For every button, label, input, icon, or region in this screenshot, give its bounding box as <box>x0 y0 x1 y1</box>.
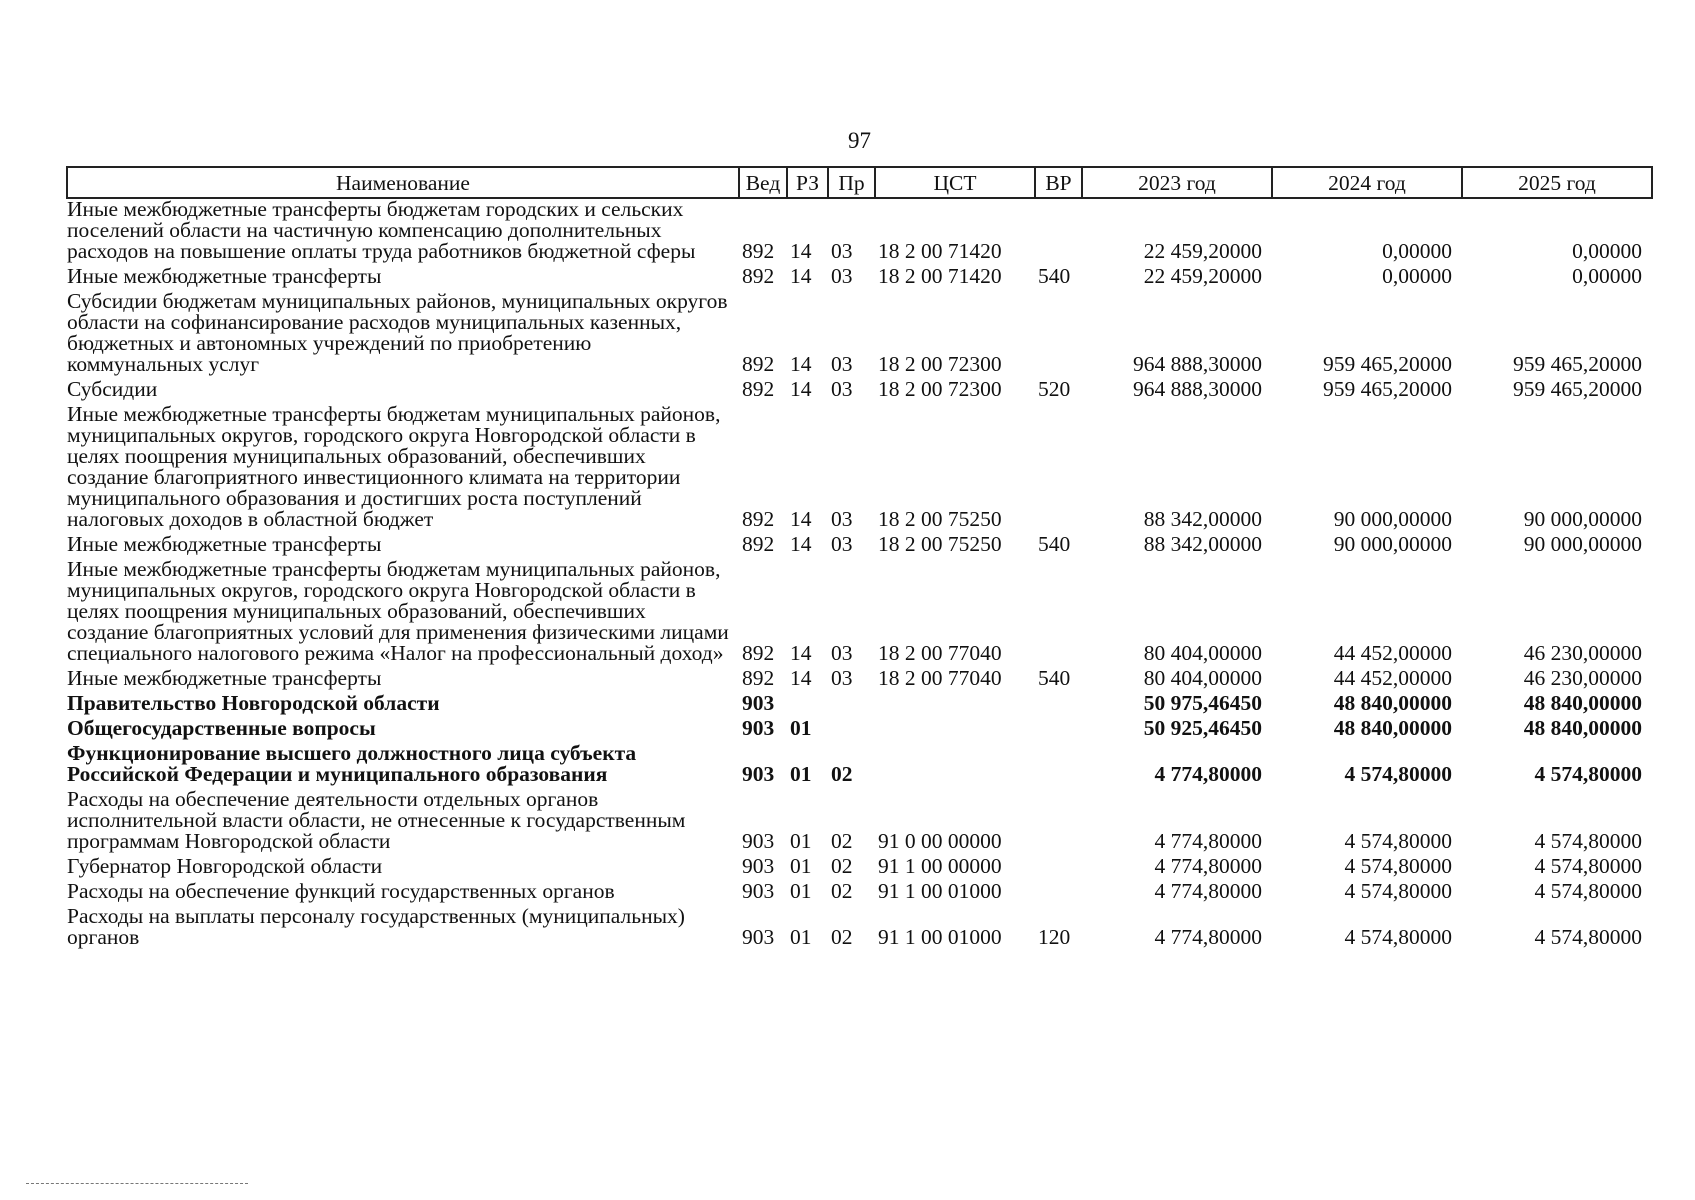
page-number: 97 <box>848 128 871 153</box>
row-2024: 90 000,00000 <box>1333 532 1452 556</box>
row-rz: 01 <box>790 879 812 903</box>
row-2024: 4 574,80000 <box>1344 854 1452 878</box>
row-2025: 90 000,00000 <box>1523 507 1642 531</box>
table-row <box>67 668 1652 693</box>
row-name: Расходы на обеспечение деятельности отдельных органов исполнительной власти области, не отнесенные к государственным программам Новгородской области <box>67 787 686 853</box>
header-cst: ЦСТ <box>875 167 1035 198</box>
row-vr <box>1035 291 1082 379</box>
row-2025: 4 574,80000 <box>1534 762 1642 786</box>
row-2025: 48 840,00000 <box>1523 691 1642 715</box>
row-vr <box>1035 718 1082 743</box>
row-ved: 903 <box>742 854 775 878</box>
row-ved: 892 <box>742 666 775 690</box>
row-name: Общегосударственные вопросы <box>67 716 376 740</box>
row-rz: 14 <box>790 264 812 288</box>
row-2023: 80 404,00000 <box>1143 666 1262 690</box>
row-2025: 46 230,00000 <box>1523 666 1642 690</box>
row-2024: 4 574,80000 <box>1344 879 1452 903</box>
row-vr <box>1035 559 1082 668</box>
table-row <box>67 743 1652 789</box>
row-cst: 18 2 00 71420 <box>878 239 1002 263</box>
row-2023: 4 774,80000 <box>1154 925 1262 949</box>
row-2023: 4 774,80000 <box>1154 854 1262 878</box>
row-pr <box>828 693 875 718</box>
row-cst: 18 2 00 72300 <box>878 352 1002 376</box>
row-2023: 88 342,00000 <box>1143 532 1262 556</box>
row-2025: 4 574,80000 <box>1534 854 1642 878</box>
row-pr: 02 <box>831 925 853 949</box>
row-name: Иные межбюджетные трансферты бюджетам муниципальных районов, муниципальных округов, городского округа Новгородской области в целях поощрения муниципальных образований, обеспечивших создание благоприятного инвестиционного климата на территории муниципального образования и достигших роста поступлений налоговых доходов в областной бюджет <box>67 402 721 531</box>
row-cst: 18 2 00 72300 <box>878 377 1002 401</box>
table-row <box>67 906 1652 952</box>
row-name: Иные межбюджетные трансферты <box>67 532 382 556</box>
row-name: Расходы на выплаты персоналу государственных (муниципальных) органов <box>67 904 685 949</box>
row-name: Иные межбюджетные трансферты бюджетам муниципальных районов, муниципальных округов, городского округа Новгородской области в целях поощрения муниципальных образований, обеспечивших создание благоприятных условий для применения физическими лицами специального налогового режима «Налог на профессиональный доход» <box>67 557 729 665</box>
row-name: Иные межбюджетные трансферты <box>67 264 382 288</box>
row-pr: 03 <box>831 507 853 531</box>
row-name: Функционирование высшего должностного лица субъекта Российской Федерации и муниципального образования <box>67 741 637 786</box>
row-ved: 903 <box>742 829 775 853</box>
header-2025: 2025 год <box>1462 167 1652 198</box>
row-rz: 14 <box>790 641 812 665</box>
table-row <box>67 559 1652 668</box>
row-vr <box>1035 856 1082 881</box>
row-ved: 892 <box>742 377 775 401</box>
row-ved: 892 <box>742 641 775 665</box>
row-2024: 959 465,20000 <box>1323 352 1452 376</box>
row-cst: 91 1 00 01000 <box>878 925 1002 949</box>
row-2023: 88 342,00000 <box>1143 507 1262 531</box>
row-cst <box>875 718 1035 743</box>
row-2025: 959 465,20000 <box>1513 352 1642 376</box>
row-2025: 4 574,80000 <box>1534 925 1642 949</box>
row-ved: 903 <box>742 716 775 740</box>
row-vr: 120 <box>1038 925 1071 949</box>
row-2025: 4 574,80000 <box>1534 829 1642 853</box>
table-row <box>67 534 1652 559</box>
header-ved: Вед <box>739 167 787 198</box>
row-rz: 14 <box>790 352 812 376</box>
row-2024: 48 840,00000 <box>1333 691 1452 715</box>
row-rz: 14 <box>790 532 812 556</box>
header-pr: Пр <box>828 167 875 198</box>
table-row <box>67 379 1652 404</box>
row-ved: 903 <box>742 879 775 903</box>
table-row <box>67 291 1652 379</box>
header-2023: 2023 год <box>1082 167 1272 198</box>
row-2024: 90 000,00000 <box>1333 507 1452 531</box>
row-rz: 01 <box>790 829 812 853</box>
row-vr: 540 <box>1038 264 1071 288</box>
row-pr: 03 <box>831 352 853 376</box>
table-row <box>67 789 1652 856</box>
row-name: Субсидии бюджетам муниципальных районов, муниципальных округов области на софинансирование расходов муниципальных казенных, бюджетных и автономных учреждений по приобретению коммунальных услуг <box>67 289 728 376</box>
row-cst: 18 2 00 71420 <box>878 264 1002 288</box>
row-cst: 91 1 00 00000 <box>878 854 1002 878</box>
row-rz: 14 <box>790 666 812 690</box>
row-2023: 4 774,80000 <box>1154 879 1262 903</box>
row-cst: 18 2 00 77040 <box>878 641 1002 665</box>
row-rz: 01 <box>790 716 812 740</box>
row-2023: 964 888,30000 <box>1133 377 1262 401</box>
table-header-row <box>67 167 1652 198</box>
table-row <box>67 198 1652 266</box>
row-2024: 4 574,80000 <box>1344 925 1452 949</box>
row-rz: 01 <box>790 762 812 786</box>
row-vr <box>1035 743 1082 789</box>
row-cst <box>875 693 1035 718</box>
row-vr <box>1035 693 1082 718</box>
budget-table <box>66 166 1653 952</box>
row-ved: 892 <box>742 239 775 263</box>
header-vr: ВР <box>1035 167 1082 198</box>
row-rz: 14 <box>790 507 812 531</box>
table-row <box>67 404 1652 534</box>
row-name: Губернатор Новгородской области <box>67 854 383 878</box>
row-ved: 892 <box>742 264 775 288</box>
row-2023: 80 404,00000 <box>1143 641 1262 665</box>
row-pr: 02 <box>831 762 853 786</box>
header-2024: 2024 год <box>1272 167 1462 198</box>
row-pr: 03 <box>831 641 853 665</box>
row-2025: 0,00000 <box>1572 239 1642 263</box>
table-row <box>67 693 1652 718</box>
row-name: Расходы на обеспечение функций государственных органов <box>67 879 615 903</box>
row-2025: 0,00000 <box>1572 264 1642 288</box>
row-cst: 91 0 00 00000 <box>878 829 1002 853</box>
row-2023: 22 459,20000 <box>1143 264 1262 288</box>
row-pr: 03 <box>831 532 853 556</box>
row-vr <box>1035 404 1082 534</box>
row-ved: 903 <box>742 691 775 715</box>
row-rz: 01 <box>790 854 812 878</box>
row-vr: 540 <box>1038 532 1071 556</box>
row-2023: 50 975,46450 <box>1143 691 1262 715</box>
row-rz: 01 <box>790 925 812 949</box>
row-pr: 03 <box>831 377 853 401</box>
row-vr <box>1035 789 1082 856</box>
row-2024: 48 840,00000 <box>1333 716 1452 740</box>
row-2024: 959 465,20000 <box>1323 377 1452 401</box>
row-2024: 4 574,80000 <box>1344 762 1452 786</box>
row-2024: 44 452,00000 <box>1333 666 1452 690</box>
footer-divider <box>26 1183 248 1184</box>
row-cst: 91 1 00 01000 <box>878 879 1002 903</box>
table-row <box>67 266 1652 291</box>
row-cst: 18 2 00 77040 <box>878 666 1002 690</box>
row-pr: 02 <box>831 829 853 853</box>
row-name: Иные межбюджетные трансферты <box>67 666 382 690</box>
row-2025: 90 000,00000 <box>1523 532 1642 556</box>
row-ved: 903 <box>742 925 775 949</box>
row-2023: 4 774,80000 <box>1154 829 1262 853</box>
table-row <box>67 718 1652 743</box>
row-2023: 50 925,46450 <box>1143 716 1262 740</box>
table-row <box>67 881 1652 906</box>
row-cst: 18 2 00 75250 <box>878 507 1002 531</box>
header-rz: РЗ <box>787 167 828 198</box>
row-name: Иные межбюджетные трансферты бюджетам городских и сельских поселений области на частичную компенсацию дополнительных расходов на повышение оплаты труда работников бюджетной сферы <box>67 197 696 263</box>
row-name: Правительство Новгородской области <box>67 691 440 715</box>
row-vr <box>1035 881 1082 906</box>
row-rz: 14 <box>790 377 812 401</box>
header-name: Наименование <box>67 167 739 198</box>
row-2024: 44 452,00000 <box>1333 641 1452 665</box>
row-2025: 46 230,00000 <box>1523 641 1642 665</box>
row-2024: 0,00000 <box>1382 239 1452 263</box>
row-2025: 48 840,00000 <box>1523 716 1642 740</box>
row-ved: 892 <box>742 532 775 556</box>
row-cst <box>875 743 1035 789</box>
row-rz: 14 <box>790 239 812 263</box>
row-cst: 18 2 00 75250 <box>878 532 1002 556</box>
row-name: Субсидии <box>67 377 158 401</box>
row-pr: 03 <box>831 264 853 288</box>
row-ved: 892 <box>742 352 775 376</box>
row-pr: 02 <box>831 879 853 903</box>
row-2024: 0,00000 <box>1382 264 1452 288</box>
row-2025: 4 574,80000 <box>1534 879 1642 903</box>
row-2023: 964 888,30000 <box>1133 352 1262 376</box>
row-pr: 02 <box>831 854 853 878</box>
row-pr: 03 <box>831 239 853 263</box>
row-rz <box>787 693 828 718</box>
row-2023: 4 774,80000 <box>1154 762 1262 786</box>
row-ved: 903 <box>742 762 775 786</box>
row-vr <box>1035 198 1082 266</box>
row-vr: 520 <box>1038 377 1071 401</box>
row-pr: 03 <box>831 666 853 690</box>
row-pr <box>828 718 875 743</box>
table-row <box>67 856 1652 881</box>
row-2024: 4 574,80000 <box>1344 829 1452 853</box>
row-2023: 22 459,20000 <box>1143 239 1262 263</box>
row-vr: 540 <box>1038 666 1071 690</box>
row-ved: 892 <box>742 507 775 531</box>
table-body <box>67 198 1652 952</box>
row-2025: 959 465,20000 <box>1513 377 1642 401</box>
